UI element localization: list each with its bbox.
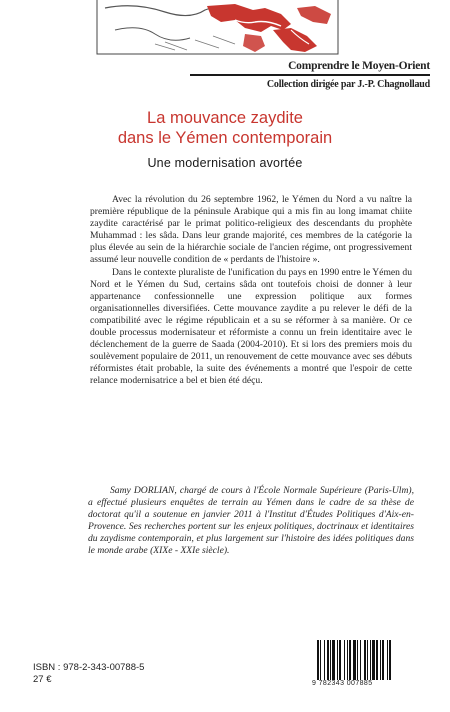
isbn: ISBN : 978-2-343-00788-5 — [33, 662, 145, 673]
book-title-line-1: La mouvance zaydite — [147, 109, 303, 127]
barcode-icon — [316, 640, 420, 680]
series-name: Comprendre le Moyen-Orient — [190, 60, 430, 76]
book-title-line-2: dans le Yémen contemporain — [117, 129, 333, 147]
author-bio: Samy DORLIAN, chargé de cours à l'École Normale Supérieure (Paris-Ulm), a effectué plusieurs enquêtes de terrain au Yémen dans le cadre de sa thèse de doctorat qu'il a soutenue en janvier 2011 à l'Institut d'Études Politiques d'Aix-en-Provence. Ses recherches portent sur les enjeux politiques, doctrinaux et identitaires du zaydisme contemporain, et plus largement sur l'histoire des idées politiques dans le monde arabe (XIXe - XXIe siècle). — [88, 485, 414, 557]
back-cover-summary — [90, 194, 412, 388]
price: 27 € — [33, 674, 52, 685]
barcode-number: 9 782343 007885 — [312, 680, 373, 687]
middle-east-map-logo — [95, 0, 340, 56]
book-subtitle: Une modernisation avortée — [147, 156, 303, 170]
series-editor: Collection dirigée par J.-P. Chagnollaud — [266, 79, 430, 90]
book-title — [0, 108, 450, 148]
summary-paragraph-2: Dans le contexte pluraliste de l'unification du pays en 1990 entre le Yémen du Nord et le Yémen du Sud, certains sâda ont toutefois choisi de donner à leur appartenance confessionnelle une expression politique aux formes organisationnelles diversifiées. Cette mouvance zaydite a pu relever le défi de la compatibilité avec le régime républicain et a su se réformer à sa manière. Or ce double processus modernisateur et réformiste a connu un frein identitaire avec le déclenchement de la guerre de Saada (2004-2010). Et si lors des premiers mois du soulèvement populaire de 2011, un renouvement de cette mouvance avec ses débuts réformistes était probable, la suite des événements a montré que l'espoir de cette relance modernisatrice a bel et bien été déçu. — [90, 266, 412, 387]
series-block — [190, 60, 430, 90]
title-block — [0, 108, 450, 170]
isbn-price-block — [33, 662, 144, 686]
summary-paragraph-1: Avec la révolution du 26 septembre 1962, le Yémen du Nord a vu naître la première république de la péninsule Arabique qui a mis fin au long imamat chiite zaydite caractérisé par le primat politico-religieux des descendants du prophète Muhammad : les sâda. Dans leur grande majorité, ces membres de la catégorie la plus élevée au sein de la hiérarchie sociale de l'ancien régime, ont progressivement assumé leur nouvelle condition de « perdants de l'histoire ». — [90, 194, 412, 266]
